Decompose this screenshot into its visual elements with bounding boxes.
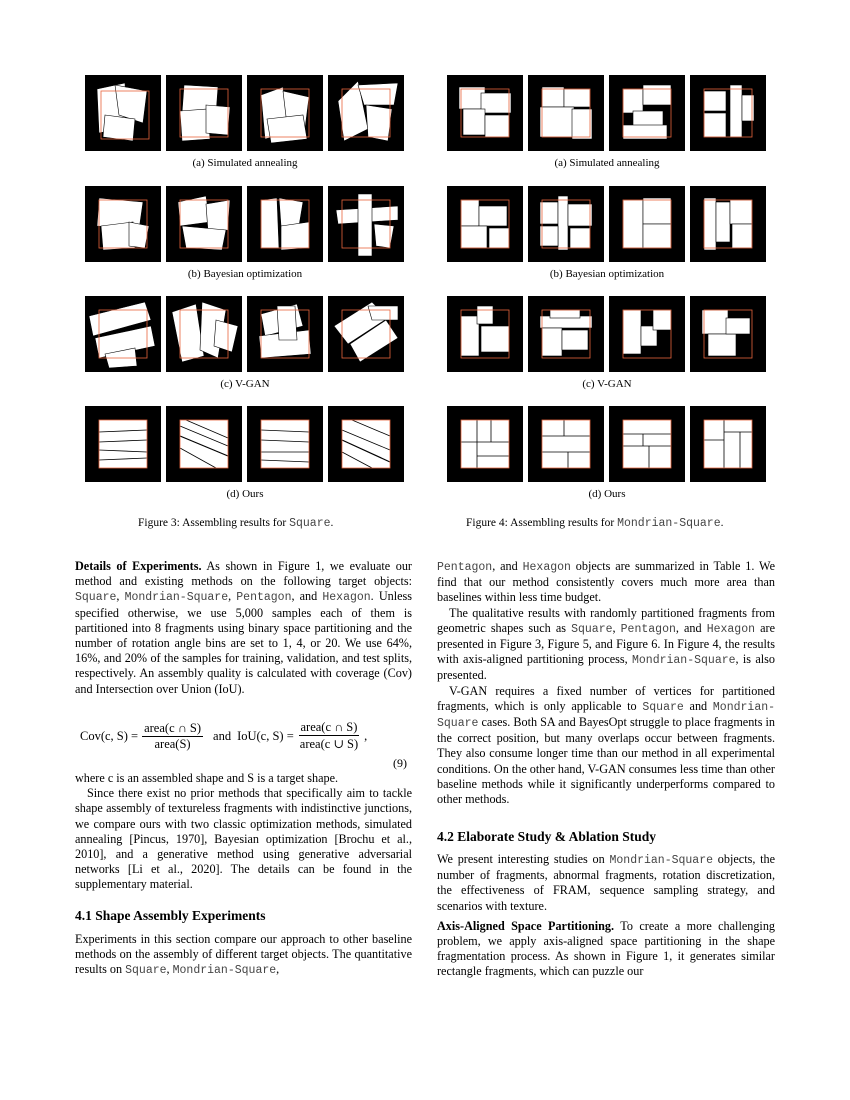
s42-text-b: objects, the number of fragments, abnormal fragments, rotation discretization, the effectiveness of FRAM, sequence sampling strategy, and scenarios with texture. [437, 852, 776, 913]
fig4-d-tile-1 [447, 406, 523, 482]
fig4-b-tile-1 [447, 186, 523, 262]
fig3-row-c [85, 296, 404, 372]
since-paragraph: Since there exist no prior methods that specifically aim to tackle shape assembly of textureless fragments with indistinctive junctions, we compare ours with two classic optimization methods, simulated annealing [Pincus, 1970], Bayesian optimization [Brochu et al., 2010], and a generative method using generative adversarial networks [Li et al., 2020]. The details can be found in the supplementary material. [75, 786, 412, 892]
fig4-a-tile-2 [528, 75, 604, 151]
eq-iou-lhs: IoU(c, S) = [237, 728, 294, 743]
fig4-subcaption-a: (a) Simulated annealing [554, 157, 660, 169]
fig4-c-tile-4 [690, 296, 766, 372]
fig4-c-tile-3 [609, 296, 685, 372]
r-text-2b: are presented in Figure 3, Figure 5, and Figure 6. In Figure 4, the results with axis-aligned partitioning process, [437, 620, 775, 667]
fig3-d-tile-4 [328, 406, 404, 482]
fig4-row-d [447, 406, 766, 482]
s41-square: Square [125, 964, 167, 978]
fig4-d-tile-4 [690, 406, 766, 482]
fig4-b-tile-4 [690, 186, 766, 262]
fig3-caption-code: Square [289, 517, 331, 530]
fig4-a-tile-3 [609, 75, 685, 151]
r-text-2a: The qualitative results with randomly partitioned fragments from geometric shapes such as [437, 605, 775, 635]
fig3-d-tile-2 [166, 406, 242, 482]
r-mondrian: Mondrian-Square [632, 654, 736, 668]
fig3-subcaption-b: (b) Bayesian optimization [187, 268, 303, 280]
r-hexagon-2: Hexagon [706, 622, 756, 636]
figure-3-caption [138, 517, 333, 530]
fig3-a-tile-4 [328, 75, 404, 151]
r-pentagon: Pentagon [437, 561, 493, 574]
figure-4-caption [466, 517, 724, 530]
fig3-d-tile-1 [85, 406, 161, 482]
eq-cov-denominator: area(S) [154, 736, 191, 751]
fig3-subcaption-a: (a) Simulated annealing [192, 157, 298, 169]
fig4-row-a [447, 75, 766, 151]
s41-text: Experiments in this section compare our approach to other baseline methods on the assembly of different target objects. The quantitative results on [75, 932, 412, 977]
eq-iou-fraction [298, 720, 360, 752]
fig3-a-tile-1 [85, 75, 161, 151]
r-text-3a: V-GAN requires a fixed number of vertices for partitioned fragments, which is only applicable to [437, 683, 775, 713]
section-4-1-paragraph: Experiments in this section compare our approach to other baseline methods on the assembly of different target objects. The quantitative results on Square, Mondrian-Square, [75, 932, 412, 978]
eq-cov-numerator: area(c ∩ S) [144, 720, 202, 735]
fig4-a-tile-4 [690, 75, 766, 151]
fig3-row-a [85, 75, 404, 151]
details-text-1: As shown in Figure 1, we evaluate our method and existing methods on the following target objects: [75, 559, 412, 589]
r-mondrian-3: Mondrian-Square [437, 700, 776, 731]
fig3-a-tile-2 [166, 75, 242, 151]
eq-cov-lhs: Cov(c, S) = [80, 728, 139, 743]
details-heading: Details of Experiments. [75, 559, 202, 573]
fig4-d-tile-3 [609, 406, 685, 482]
s42-text-a: We present interesting studies on [437, 852, 605, 866]
fig3-row-d [85, 406, 404, 482]
fig3-subcaption-d: (d) Ours [226, 488, 264, 500]
r-and: , and [492, 559, 518, 573]
equation-9: Cov(c, S) = $\frac{\text{area(c ∩ S)}}{\text{area(S)}}$ and IoU(c, S) = $\frac{\text{area(c ∩ S)}}{\text{area(c ∪ S)}}$ , [80, 720, 368, 751]
section-4-1-heading: 4.1 Shape Assembly Experiments [75, 908, 266, 923]
details-text-2: . Unless specified otherwise, we use 5,000 samples each of them is partitioned into 8 fragments using binary space partitioning and the number of rotation angle bins are set to 1, 4, or 20. We use 64%, 16%, and 20% of the samples for training, validation, and test splits, respectively. An assembly quality is calculated with coverage (Cov) and Intersection over Union (IoU). [75, 589, 413, 696]
fig4-d-tile-2 [528, 406, 604, 482]
and-word: and [299, 589, 318, 604]
fig3-c-tile-4 [328, 296, 404, 372]
fig3-row-b [85, 186, 404, 262]
obj-square: Square [75, 591, 117, 605]
eq-cov-fraction [142, 721, 203, 752]
fig4-c-tile-1 [447, 296, 523, 372]
fig4-subcaption-d: (d) Ours [588, 488, 626, 500]
r-text-3b: cases. Both SA and BayesOpt struggle to place fragments in the correct position, but many overlaps occur between fragments. They also consume longer time than our method in all experimental conditions. On the other hand, V-GAN consumes less time than other baseline methods while it significantly underperforms compared to other methods. [437, 715, 775, 807]
fig3-caption-text: Figure 3: Assembling results for [138, 517, 287, 529]
fig3-b-tile-2 [166, 186, 242, 262]
section-4-2-heading: 4.2 Elaborate Study & Ablation Study [437, 829, 657, 844]
fig3-c-tile-1 [85, 296, 161, 372]
details-paragraph: Details of Experiments. As shown in Figure 1, we evaluate our method and existing methods on the following target objects: Square, Mondrian-Square, Pentagon, and Hexagon. Unless specified otherwise, we use 5,000 samples each of them is partitioned into 8 fragments using binary space partitioning and the number of rotation angle bins are set to 1, 4, or 20. We use 64%, 16%, and 20% of the samples for training, validation, and test splits, respectively. An assembly quality is calculated with coverage (Cov) and Intersection over Union (IoU). [75, 559, 413, 696]
fig4-c-tile-2 [528, 296, 604, 372]
fig4-caption-code: Mondrian-Square [617, 517, 721, 530]
r-and-3: and [689, 698, 708, 713]
right-paragraph-1: Pentagon, and Hexagon objects are summarized in Table 1. We find that our method consistently covers much more area than baselines within less time budget. The qualitative results with randomly partitioned fragments from geometric shapes such as Square, Pentagon, and Hexagon are presented in Figure 3, Figure 5, and Figure 6. In Figure 4, the results with axis-aligned partitioning process, Mondrian-Square, is also presented. V-GAN requires a fixed number of vertices for partitioned fragments, which is only applicable to Square and Mondrian-Square cases. Both SA and BayesOpt struggle to place fragments in the correct position, but many overlaps occur between fragments. They also consume longer time than our method in all experimental conditions. On the other hand, V-GAN consumes less time than other baseline methods while it significantly underperforms compared to other methods. [437, 559, 776, 807]
fig3-b-tile-3 [247, 186, 323, 262]
r-square: Square [571, 622, 613, 636]
where-text: where c is an assembled shape and S is a target shape. [75, 771, 339, 785]
axis-text: To create a more challenging problem, we apply axis-aligned space partitioning in the shape fragmentation process. As shown in Figure 1, it generates similar rectangle fragments, which can puzzle our [437, 918, 776, 979]
r-pentagon-2: Pentagon [620, 622, 676, 636]
fig4-row-c [447, 296, 766, 372]
s42-mondrian: Mondrian-Square [609, 854, 714, 867]
obj-mondrian: Mondrian-Square [124, 591, 229, 605]
fig3-c-tile-2 [166, 296, 242, 372]
fig4-b-tile-2 [528, 186, 604, 262]
fig3-d-tile-3 [247, 406, 323, 482]
fig4-caption-suffix: . [720, 517, 724, 529]
eq-and: and [213, 728, 232, 743]
fig3-subcaption-c: (c) V-GAN [220, 378, 270, 390]
r-hexagon: Hexagon [522, 561, 571, 574]
fig3-b-tile-4 [328, 186, 404, 262]
obj-hexagon: Hexagon [322, 591, 371, 605]
r-square-3: Square [642, 700, 684, 714]
obj-pentagon: Pentagon [236, 591, 292, 605]
where-paragraph [75, 771, 412, 893]
eq-iou-numerator: area(c ∩ S) [300, 720, 358, 734]
fig3-caption-suffix: . [330, 517, 334, 529]
s41-mondrian: Mondrian-Square [172, 964, 277, 978]
equation-number: (9) [393, 756, 407, 770]
fig4-subcaption-b: (b) Bayesian optimization [549, 268, 665, 280]
fig3-c-tile-3 [247, 296, 323, 372]
fig4-row-b [447, 186, 766, 262]
section-4-2-paragraph [437, 852, 775, 980]
fig4-caption-text: Figure 4: Assembling results for [466, 517, 615, 529]
fig4-a-tile-1 [447, 75, 523, 151]
r-text-1: objects are summarized in Table 1. We find that our method consistently covers much more area than baselines within less time budget. [437, 559, 775, 605]
eq-iou-denominator: area(c ∪ S) [299, 737, 359, 751]
r-text-2c: , is also presented. [437, 652, 775, 683]
fig3-b-tile-1 [85, 186, 161, 262]
axis-heading: Axis-Aligned Space Partitioning. [437, 918, 615, 933]
fig4-b-tile-3 [609, 186, 685, 262]
fig4-subcaption-c: (c) V-GAN [582, 378, 632, 390]
fig3-a-tile-3 [247, 75, 323, 151]
